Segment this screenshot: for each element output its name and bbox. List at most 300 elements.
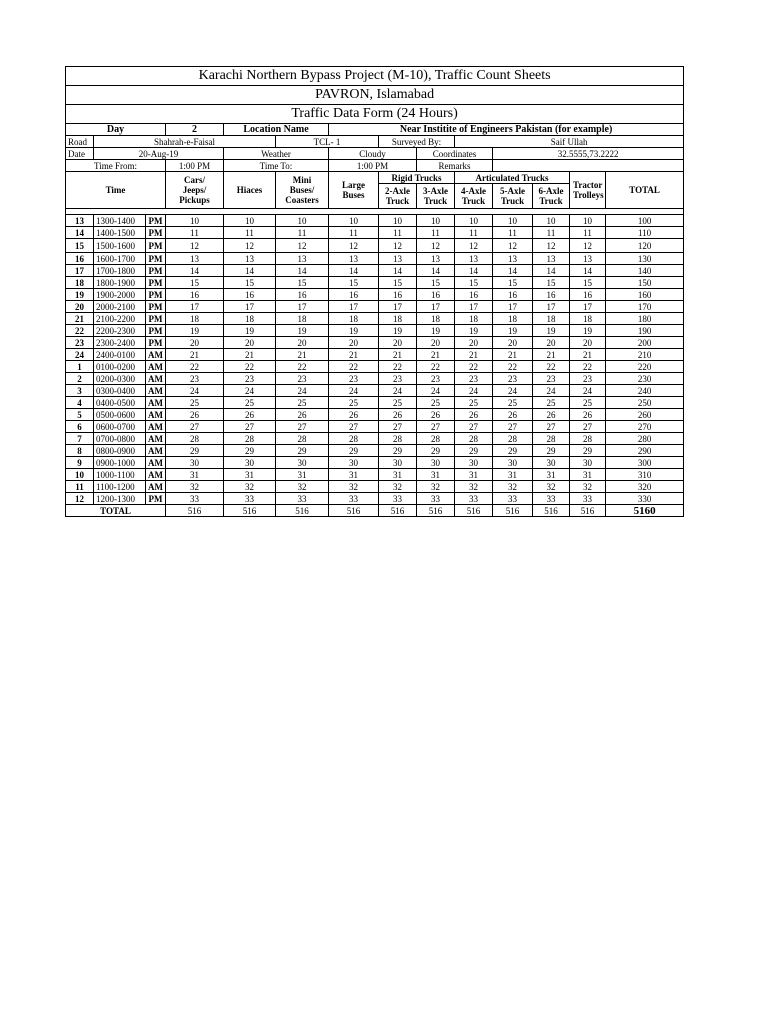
row-total: 310: [606, 469, 684, 481]
remarks-label: Remarks: [417, 160, 493, 172]
row-ampm: AM: [146, 469, 166, 481]
row-mini-buses: 11: [276, 227, 329, 239]
row-large-buses: 22: [329, 361, 379, 373]
row-2-axle: 33: [379, 493, 417, 505]
row-mini-buses: 32: [276, 481, 329, 493]
row-time: 0900-1000: [94, 457, 146, 469]
row-ampm: PM: [146, 227, 166, 239]
row-number: 11: [66, 481, 94, 493]
row-hiaces: 26: [224, 409, 276, 421]
row-ampm: PM: [146, 313, 166, 325]
row-3-axle: 22: [417, 361, 455, 373]
total-6-axle: 516: [533, 505, 570, 517]
row-5-axle: 19: [493, 325, 533, 337]
row-mini-buses: 28: [276, 433, 329, 445]
table-row: [66, 313, 684, 325]
row-4-axle: 10: [455, 215, 493, 227]
row-number: 21: [66, 313, 94, 325]
row-6-axle: 28: [533, 433, 570, 445]
row-ampm: PM: [146, 337, 166, 349]
row-mini-buses: 29: [276, 445, 329, 457]
row-time: 2400-0100: [94, 349, 146, 361]
row-2-axle: 25: [379, 397, 417, 409]
row-mini-buses: 33: [276, 493, 329, 505]
row-hiaces: 33: [224, 493, 276, 505]
row-total: 140: [606, 265, 684, 277]
row-number: 9: [66, 457, 94, 469]
row-5-axle: 33: [493, 493, 533, 505]
row-ampm: AM: [146, 409, 166, 421]
col-tractor-trolleys: Tractor Trolleys: [570, 172, 606, 209]
row-time: 2200-2300: [94, 325, 146, 337]
row-3-axle: 10: [417, 215, 455, 227]
table-row: [66, 349, 684, 361]
row-number: 14: [66, 227, 94, 239]
coordinates-value: 32.5555,73.2222: [493, 148, 684, 160]
row-total: 200: [606, 337, 684, 349]
row-time: 2100-2200: [94, 313, 146, 325]
row-5-axle: 32: [493, 481, 533, 493]
row-6-axle: 18: [533, 313, 570, 325]
row-tractor: 13: [570, 253, 606, 265]
row-time: 1700-1800: [94, 265, 146, 277]
row-4-axle: 27: [455, 421, 493, 433]
table-row: [66, 493, 684, 505]
row-3-axle: 14: [417, 265, 455, 277]
row-3-axle: 32: [417, 481, 455, 493]
row-3-axle: 18: [417, 313, 455, 325]
row-mini-buses: 20: [276, 337, 329, 349]
row-number: 2: [66, 373, 94, 385]
row-total: 180: [606, 313, 684, 325]
row-total: 210: [606, 349, 684, 361]
row-6-axle: 26: [533, 409, 570, 421]
row-number: 5: [66, 409, 94, 421]
row-time: 1100-1200: [94, 481, 146, 493]
row-3-axle: 26: [417, 409, 455, 421]
row-large-buses: 29: [329, 445, 379, 457]
row-time: 2000-2100: [94, 301, 146, 313]
row-tractor: 29: [570, 445, 606, 457]
row-4-axle: 16: [455, 289, 493, 301]
row-5-axle: 13: [493, 253, 533, 265]
table-row: [66, 337, 684, 349]
row-5-axle: 25: [493, 397, 533, 409]
table-row: [66, 397, 684, 409]
row-tractor: 14: [570, 265, 606, 277]
col-articulated-trucks: Articulated Trucks: [455, 172, 570, 184]
table-row: [66, 325, 684, 337]
row-cars: 26: [166, 409, 224, 421]
row-total: 260: [606, 409, 684, 421]
row-large-buses: 31: [329, 469, 379, 481]
row-ampm: AM: [146, 397, 166, 409]
row-large-buses: 20: [329, 337, 379, 349]
row-mini-buses: 12: [276, 239, 329, 253]
row-5-axle: 15: [493, 277, 533, 289]
table-row: [66, 433, 684, 445]
row-mini-buses: 24: [276, 385, 329, 397]
row-tractor: 20: [570, 337, 606, 349]
table-row: [66, 385, 684, 397]
row-2-axle: 23: [379, 373, 417, 385]
row-number: 16: [66, 253, 94, 265]
table-row: [66, 253, 684, 265]
surveyed-by-label: Surveyed By:: [379, 136, 455, 148]
row-tractor: 31: [570, 469, 606, 481]
row-large-buses: 25: [329, 397, 379, 409]
row-4-axle: 26: [455, 409, 493, 421]
col-mini-buses: Mini Buses/ Coasters: [276, 172, 329, 209]
row-time: 1000-1100: [94, 469, 146, 481]
row-4-axle: 29: [455, 445, 493, 457]
row-ampm: AM: [146, 421, 166, 433]
row-large-buses: 12: [329, 239, 379, 253]
row-mini-buses: 10: [276, 215, 329, 227]
row-4-axle: 19: [455, 325, 493, 337]
row-cars: 29: [166, 445, 224, 457]
row-5-axle: 26: [493, 409, 533, 421]
row-2-axle: 18: [379, 313, 417, 325]
row-2-axle: 15: [379, 277, 417, 289]
row-number: 6: [66, 421, 94, 433]
row-number: 22: [66, 325, 94, 337]
date-label: Date: [66, 148, 94, 160]
row-large-buses: 27: [329, 421, 379, 433]
row-time: 0600-0700: [94, 421, 146, 433]
row-large-buses: 26: [329, 409, 379, 421]
row-mini-buses: 16: [276, 289, 329, 301]
table-row: [66, 215, 684, 227]
row-5-axle: 31: [493, 469, 533, 481]
time-from-label: Time From:: [66, 160, 166, 172]
table-row: [66, 289, 684, 301]
road-value: Shahrah-e-Faisal: [94, 136, 276, 148]
row-2-axle: 16: [379, 289, 417, 301]
row-ampm: PM: [146, 215, 166, 227]
row-hiaces: 31: [224, 469, 276, 481]
row-cars: 19: [166, 325, 224, 337]
row-hiaces: 19: [224, 325, 276, 337]
row-mini-buses: 27: [276, 421, 329, 433]
total-large-buses: 516: [329, 505, 379, 517]
row-large-buses: 10: [329, 215, 379, 227]
row-hiaces: 25: [224, 397, 276, 409]
row-total: 160: [606, 289, 684, 301]
row-number: 18: [66, 277, 94, 289]
time-to-label: Time To:: [224, 160, 329, 172]
row-6-axle: 31: [533, 469, 570, 481]
row-total: 250: [606, 397, 684, 409]
coordinates-label: Coordinates: [417, 148, 493, 160]
row-number: 3: [66, 385, 94, 397]
col-large-buses: Large Buses: [329, 172, 379, 209]
row-tractor: 15: [570, 277, 606, 289]
row-ampm: PM: [146, 253, 166, 265]
total-3-axle: 516: [417, 505, 455, 517]
sheet-form-name: Traffic Data Form (24 Hours): [66, 105, 684, 124]
row-hiaces: 21: [224, 349, 276, 361]
row-tractor: 17: [570, 301, 606, 313]
row-time: 0500-0600: [94, 409, 146, 421]
row-total: 130: [606, 253, 684, 265]
row-2-axle: 24: [379, 385, 417, 397]
row-5-axle: 21: [493, 349, 533, 361]
row-large-buses: 33: [329, 493, 379, 505]
row-3-axle: 30: [417, 457, 455, 469]
row-tractor: 19: [570, 325, 606, 337]
row-mini-buses: 30: [276, 457, 329, 469]
row-3-axle: 15: [417, 277, 455, 289]
row-cars: 13: [166, 253, 224, 265]
row-tractor: 22: [570, 361, 606, 373]
col-2-axle-truck: 2-Axle Truck: [379, 184, 417, 209]
row-hiaces: 13: [224, 253, 276, 265]
row-hiaces: 12: [224, 239, 276, 253]
total-hiaces: 516: [224, 505, 276, 517]
row-6-axle: 16: [533, 289, 570, 301]
row-tractor: 28: [570, 433, 606, 445]
row-3-axle: 19: [417, 325, 455, 337]
row-mini-buses: 26: [276, 409, 329, 421]
row-total: 230: [606, 373, 684, 385]
row-cars: 33: [166, 493, 224, 505]
day-label: Day: [66, 124, 166, 136]
row-cars: 12: [166, 239, 224, 253]
row-large-buses: 21: [329, 349, 379, 361]
row-6-axle: 20: [533, 337, 570, 349]
row-3-axle: 24: [417, 385, 455, 397]
row-6-axle: 12: [533, 239, 570, 253]
row-large-buses: 11: [329, 227, 379, 239]
row-mini-buses: 22: [276, 361, 329, 373]
surveyed-by-value: Saif Ullah: [455, 136, 684, 148]
row-4-axle: 13: [455, 253, 493, 265]
weather-value: Cloudy: [329, 148, 417, 160]
row-tractor: 10: [570, 215, 606, 227]
row-5-axle: 24: [493, 385, 533, 397]
row-2-axle: 29: [379, 445, 417, 457]
row-number: 15: [66, 239, 94, 253]
row-time: 1500-1600: [94, 239, 146, 253]
table-row: [66, 457, 684, 469]
row-5-axle: 27: [493, 421, 533, 433]
row-tractor: 33: [570, 493, 606, 505]
table-row: [66, 445, 684, 457]
row-tractor: 11: [570, 227, 606, 239]
row-large-buses: 18: [329, 313, 379, 325]
row-2-axle: 14: [379, 265, 417, 277]
row-tractor: 24: [570, 385, 606, 397]
row-2-axle: 28: [379, 433, 417, 445]
row-large-buses: 28: [329, 433, 379, 445]
row-5-axle: 11: [493, 227, 533, 239]
table-row: [66, 361, 684, 373]
row-ampm: PM: [146, 301, 166, 313]
remarks-value: [493, 160, 684, 172]
row-6-axle: 15: [533, 277, 570, 289]
row-2-axle: 10: [379, 215, 417, 227]
row-hiaces: 20: [224, 337, 276, 349]
row-time: 1600-1700: [94, 253, 146, 265]
row-large-buses: 23: [329, 373, 379, 385]
row-cars: 18: [166, 313, 224, 325]
row-2-axle: 26: [379, 409, 417, 421]
row-large-buses: 32: [329, 481, 379, 493]
row-total: 280: [606, 433, 684, 445]
row-mini-buses: 15: [276, 277, 329, 289]
row-large-buses: 13: [329, 253, 379, 265]
row-number: 8: [66, 445, 94, 457]
row-6-axle: 24: [533, 385, 570, 397]
table-row: [66, 239, 684, 253]
row-3-axle: 31: [417, 469, 455, 481]
row-4-axle: 28: [455, 433, 493, 445]
row-5-axle: 22: [493, 361, 533, 373]
row-5-axle: 23: [493, 373, 533, 385]
row-tractor: 32: [570, 481, 606, 493]
row-total: 150: [606, 277, 684, 289]
row-mini-buses: 14: [276, 265, 329, 277]
row-3-axle: 25: [417, 397, 455, 409]
row-5-axle: 18: [493, 313, 533, 325]
row-hiaces: 14: [224, 265, 276, 277]
row-4-axle: 12: [455, 239, 493, 253]
row-cars: 22: [166, 361, 224, 373]
row-tractor: 30: [570, 457, 606, 469]
row-2-axle: 27: [379, 421, 417, 433]
table-row: [66, 373, 684, 385]
data-rows: [66, 215, 684, 505]
row-ampm: AM: [146, 373, 166, 385]
row-number: 19: [66, 289, 94, 301]
row-ampm: PM: [146, 239, 166, 253]
row-4-axle: 17: [455, 301, 493, 313]
row-total: 330: [606, 493, 684, 505]
row-ampm: AM: [146, 385, 166, 397]
row-6-axle: 11: [533, 227, 570, 239]
col-cars: Cars/ Jeeps/ Pickups: [166, 172, 224, 209]
row-number: 7: [66, 433, 94, 445]
row-5-axle: 29: [493, 445, 533, 457]
grand-total: 5160: [606, 505, 684, 517]
total-4-axle: 516: [455, 505, 493, 517]
row-number: 20: [66, 301, 94, 313]
road-label: Road: [66, 136, 94, 148]
row-4-axle: 14: [455, 265, 493, 277]
row-time: 0700-0800: [94, 433, 146, 445]
row-cars: 24: [166, 385, 224, 397]
time-from-value: 1:00 PM: [166, 160, 224, 172]
row-4-axle: 32: [455, 481, 493, 493]
row-2-axle: 12: [379, 239, 417, 253]
row-2-axle: 19: [379, 325, 417, 337]
row-tractor: 23: [570, 373, 606, 385]
row-tractor: 25: [570, 397, 606, 409]
row-3-axle: 12: [417, 239, 455, 253]
time-to-value: 1:00 PM: [329, 160, 417, 172]
row-cars: 32: [166, 481, 224, 493]
row-cars: 14: [166, 265, 224, 277]
row-hiaces: 16: [224, 289, 276, 301]
row-4-axle: 11: [455, 227, 493, 239]
row-4-axle: 33: [455, 493, 493, 505]
row-large-buses: 14: [329, 265, 379, 277]
row-mini-buses: 21: [276, 349, 329, 361]
row-2-axle: 20: [379, 337, 417, 349]
row-time: 2300-2400: [94, 337, 146, 349]
row-mini-buses: 18: [276, 313, 329, 325]
row-total: 120: [606, 239, 684, 253]
total-tractor: 516: [570, 505, 606, 517]
row-time: 1800-1900: [94, 277, 146, 289]
row-hiaces: 32: [224, 481, 276, 493]
row-total: 220: [606, 361, 684, 373]
row-ampm: AM: [146, 361, 166, 373]
row-3-axle: 16: [417, 289, 455, 301]
row-time: 0300-0400: [94, 385, 146, 397]
row-3-axle: 17: [417, 301, 455, 313]
row-5-axle: 10: [493, 215, 533, 227]
row-hiaces: 17: [224, 301, 276, 313]
row-time: 1400-1500: [94, 227, 146, 239]
row-total: 290: [606, 445, 684, 457]
row-number: 4: [66, 397, 94, 409]
table-row: [66, 421, 684, 433]
table-row: [66, 481, 684, 493]
row-total: 320: [606, 481, 684, 493]
row-6-axle: 27: [533, 421, 570, 433]
col-3-axle-truck: 3-Axle Truck: [417, 184, 455, 209]
row-number: 1: [66, 361, 94, 373]
row-cars: 15: [166, 277, 224, 289]
row-tractor: 21: [570, 349, 606, 361]
date-value: 20-Aug-19: [94, 148, 224, 160]
row-6-axle: 29: [533, 445, 570, 457]
row-2-axle: 30: [379, 457, 417, 469]
row-2-axle: 11: [379, 227, 417, 239]
row-large-buses: 16: [329, 289, 379, 301]
row-hiaces: 28: [224, 433, 276, 445]
row-ampm: AM: [146, 457, 166, 469]
row-2-axle: 32: [379, 481, 417, 493]
row-cars: 20: [166, 337, 224, 349]
row-5-axle: 20: [493, 337, 533, 349]
total-cars: 516: [166, 505, 224, 517]
row-6-axle: 17: [533, 301, 570, 313]
col-hiaces: Hiaces: [224, 172, 276, 209]
row-hiaces: 10: [224, 215, 276, 227]
row-total: 170: [606, 301, 684, 313]
row-cars: 16: [166, 289, 224, 301]
row-tractor: 26: [570, 409, 606, 421]
row-5-axle: 16: [493, 289, 533, 301]
row-large-buses: 30: [329, 457, 379, 469]
row-time: 0800-0900: [94, 445, 146, 457]
row-time: 1900-2000: [94, 289, 146, 301]
row-hiaces: 30: [224, 457, 276, 469]
row-ampm: AM: [146, 445, 166, 457]
row-3-axle: 11: [417, 227, 455, 239]
location-label: Location Name: [224, 124, 329, 136]
row-total: 240: [606, 385, 684, 397]
row-time: 1300-1400: [94, 215, 146, 227]
row-cars: 23: [166, 373, 224, 385]
row-3-axle: 20: [417, 337, 455, 349]
row-total: 270: [606, 421, 684, 433]
row-6-axle: 33: [533, 493, 570, 505]
col-5-axle-truck: 5-Axle Truck: [493, 184, 533, 209]
